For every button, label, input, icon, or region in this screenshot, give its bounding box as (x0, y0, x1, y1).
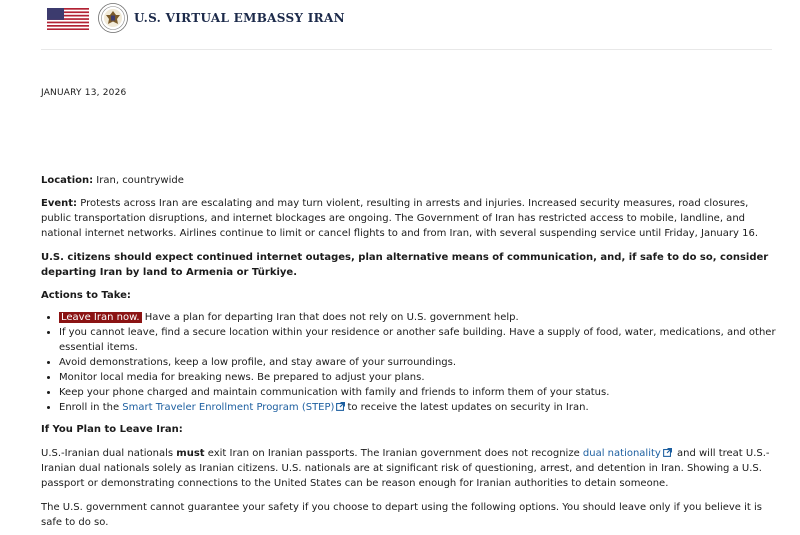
leave-now-highlight: Leave Iran now. (61, 312, 140, 323)
list-item-text: to receive the latest updates on security in Iran. (347, 402, 589, 413)
event-text: Protests across Iran are escalating and may turn violent, resulting in arrests and injuries. Increased security measures, road closures, public transportation disruptions, and internet blockages are ongoing. The Government of Iran has restricted access to mobile, landline, and national internet networks. Airlines continue to limit or cancel flights to and from Iran, with several suspending service until Friday, January 16. (41, 198, 759, 239)
department-of-state-seal-icon (98, 3, 128, 33)
dual-nationality-link[interactable]: dual nationality (582, 448, 661, 459)
external-link-icon[interactable] (663, 448, 672, 457)
guarantee-paragraph: The U.S. government cannot guarantee your safety if you choose to depart using the following options. You should leave only if you believe it is safe to do so. (41, 502, 762, 528)
dual-nationals-paragraph (41, 446, 776, 491)
external-link-icon[interactable] (336, 402, 345, 411)
list-item: • Keep your phone charged and maintain communication with family and friends to inform them of your status. (59, 385, 776, 400)
site-header (41, 0, 772, 50)
publish-date: JANUARY 13, 2026 (41, 88, 127, 98)
dual-text: exit Iran on Iranian passports. The Iranian government does not recognize (204, 448, 583, 459)
location-label: Location: (41, 175, 94, 186)
step-link[interactable]: Smart Traveler Enrollment Program (STEP) (122, 402, 335, 413)
actions-heading: Actions to Take: (41, 290, 131, 301)
list-item-text: Have a plan for departing Iran that does not rely on U.S. government help. (141, 312, 519, 323)
event-label: Event: (41, 198, 78, 209)
list-item (59, 310, 776, 325)
list-item-text: Enroll in the (59, 402, 123, 413)
list-item: • Avoid demonstrations, keep a low profile, and stay aware of your surroundings. (59, 355, 776, 370)
list-item (59, 400, 776, 415)
dual-text: and will treat U.S.-Iranian dual nationals solely as Iranian citizens. U.S. nationals are at significant risk of questioning, arrest, and detention in Iran. Showing a U.S. passport or demonstrating connections to the United States can be reason enough for Iranian authorities to detain someone. (41, 448, 770, 489)
location-value: Iran, countrywide (93, 175, 184, 186)
location-line (41, 173, 776, 188)
alert-content (41, 173, 776, 530)
must-emphasis: must (176, 448, 205, 459)
advisory-bold: U.S. citizens should expect continued internet outages, plan alternative means of communication, and, if safe to do so, consider departing Iran by land to Armenia or Türkiye. (41, 252, 769, 278)
dual-text: U.S.-Iranian dual nationals (41, 448, 177, 459)
list-item: • If you cannot leave, find a secure location within your residence or another safe building. Have a supply of food, water, medications, and other essential items. (59, 325, 776, 355)
actions-list (41, 310, 776, 415)
us-flag-icon (47, 8, 89, 30)
event-paragraph (41, 196, 776, 241)
list-item: • Monitor local media for breaking news. Be prepared to adjust your plans. (59, 370, 776, 385)
plan-heading: If You Plan to Leave Iran: (41, 424, 183, 435)
site-title[interactable]: U.S. VIRTUAL EMBASSY IRAN (134, 11, 345, 25)
